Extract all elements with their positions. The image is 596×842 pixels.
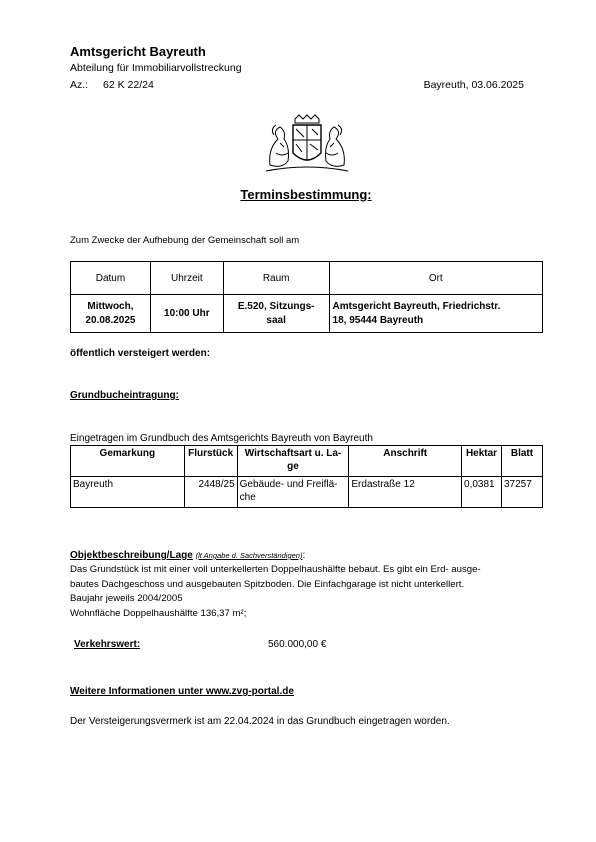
grundbuch-heading: Grundbucheintragung:: [70, 390, 179, 401]
cell-anschrift: Erdastraße 12: [349, 477, 462, 508]
court-name: Amtsgericht Bayreuth: [70, 44, 206, 59]
header-raum: Raum: [223, 262, 329, 295]
appointment-place: Amtsgericht Bayreuth, Friedrichstr. 18, 95444 Bayreuth: [329, 295, 542, 333]
header-datum: Datum: [71, 262, 151, 295]
header-hektar: Hektar: [462, 446, 502, 477]
header-ort: Ort: [329, 262, 542, 295]
table-header-row: [71, 262, 543, 295]
header-blatt: Blatt: [502, 446, 543, 477]
grundbuch-intro: Eingetragen im Grundbuch des Amtsgerichts Bayreuth von Bayreuth: [70, 433, 373, 444]
place-date: Bayreuth, 03.06.2025: [423, 79, 524, 91]
object-description-heading: Objektbeschreibung/Lage (lt Angabe d. Sachverständigen):: [70, 550, 306, 561]
header-gemarkung: Gemarkung: [71, 446, 185, 477]
cell-hektar: 0,0381: [462, 477, 502, 508]
appointment-table: [70, 261, 543, 333]
appointment-room: E.520, Sitzungs- saal: [223, 295, 329, 333]
auction-text: öffentlich versteigert werden:: [70, 348, 211, 359]
appointment-date: Mittwoch, 20.08.2025: [71, 295, 151, 333]
cell-flurstueck: 2448/25: [184, 477, 237, 508]
appointment-time: 10:00 Uhr: [150, 295, 223, 333]
table-row: [71, 295, 543, 333]
document-title: Terminsbestimmung:: [240, 187, 372, 202]
registration-note: Der Versteigerungsvermerk ist am 22.04.2024 in das Grundbuch eingetragen worden.: [70, 716, 450, 727]
table-header-row: [71, 446, 543, 477]
info-link[interactable]: Weitere Informationen unter www.zvg-portal.de: [70, 686, 294, 697]
market-value-label: Verkehrswert:: [74, 639, 141, 650]
header-uhrzeit: Uhrzeit: [150, 262, 223, 295]
header-anschrift: Anschrift: [349, 446, 462, 477]
market-value: 560.000,00 €: [268, 639, 327, 650]
bavarian-coat-of-arms-icon: [262, 113, 352, 175]
header-wirtschaftsart: Wirtschaftsart u. La- ge: [237, 446, 349, 477]
cell-wirtschaftsart: Gebäude- und Freiflä- che: [237, 477, 349, 508]
table-row: [71, 477, 543, 508]
land-register-table: [70, 445, 543, 508]
department-name: Abteilung für Immobiliarvollstreckung: [70, 62, 242, 74]
object-description-note: (lt Angabe d. Sachverständigen): [195, 551, 303, 560]
intro-text: Zum Zwecke der Aufhebung der Gemeinschaft soll am: [70, 235, 300, 246]
header-flurstueck: Flurstück: [184, 446, 237, 477]
file-number-label: Az.:: [70, 79, 89, 91]
cell-gemarkung: Bayreuth: [71, 477, 185, 508]
cell-blatt: 37257: [502, 477, 543, 508]
object-description-text: Das Grundstück ist mit einer voll unterkellerten Doppelhaushälfte bebaut. Es gibt ein Erd- ausge- bautes Dachgeschoss und ausgebauten Spitzboden. Die Einfachgarage ist nicht unterkellert. Baujahr jeweils 2004/2005 Wohnfläche Doppelhaushälfte 136,37 m²;: [70, 564, 481, 619]
file-number: 62 K 22/24: [103, 79, 154, 91]
